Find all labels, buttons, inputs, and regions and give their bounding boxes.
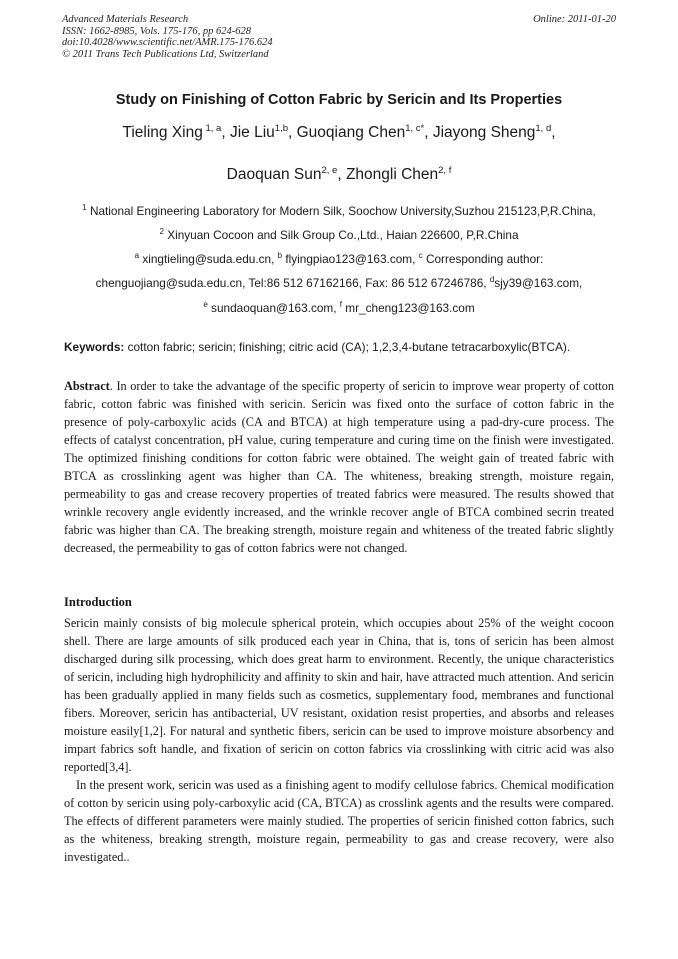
affiliation-1	[30, 204, 648, 218]
abstract-text: . In order to take the advantage of the specific property of sericin to improve wear property of cotton fabric, cotton fabric was finished with sericin. Sericin was fixed onto the surface of cotton fabric in the presence of poly-carboxylic acids (CA and BTCA) at high temperature using a pad-dry-cure process. The effects of catalyst concentration, pH value, curing temperature and curing time on the finish were investigated. The optimized finishing conditions for cotton fabric were obtained. The weight gain of treated fabric with BTCA as crosslinking agent was higher than CA. The whiteness, breaking strength, moisture regain, permeability to gas and crease recovery properties of treated fabrics were measured. The results showed that wrinkle recovery angle evidently increased, and the wrinkle recover angle of BTCA combined secrin treated fabric was higher than CA. The breaking strength, moisture regain and whiteness of the treated fabric slightly decreased, the permeability to gas of cotton fabrics were not changed.	[64, 379, 614, 555]
author-name: , Jiayong Sheng	[424, 124, 536, 141]
author-name: , Guoqiang Chen	[288, 124, 406, 141]
email-marker: b	[277, 251, 283, 261]
keywords-label: Keywords:	[64, 340, 125, 354]
author-name: Daoquan Sun	[226, 166, 322, 183]
affil-text: Xinyuan Cocoon and Silk Group Co.,Ltd., Haian 226600, P,R.China	[163, 228, 519, 242]
email-text: sundaoquan@163.com,	[207, 301, 340, 315]
paper-title: Study on Finishing of Cotton Fabric by Sericin and Its Properties	[115, 92, 563, 108]
affil-marker: 2	[159, 227, 164, 237]
author-separator: ,	[551, 124, 556, 141]
email-marker: f	[339, 300, 343, 310]
author-affil: 2, f	[438, 164, 452, 176]
paragraph: In the present work, sericin was used as a finishing agent to modify cellulose fabrics. Chemical modification of cotton by sericin using poly-carboxylic acid (CA, BTCA) as crosslink agents and the results were compared. The effects of different parameters were mainly studied. The properties of sericin finished cotton fabrics, such as the whiteness, breaking strength, moisture regain, permeability to gas and crease recovery, were also investigated..	[64, 778, 614, 864]
email-text: Corresponding author:	[422, 252, 544, 266]
journal-name: Advanced Materials Research	[62, 14, 189, 25]
copyright-line: © 2011 Trans Tech Publications Ltd, Switzerland	[62, 48, 269, 60]
affiliation-2	[30, 228, 648, 242]
author-affil: 1, a	[202, 122, 222, 134]
abstract	[64, 377, 614, 557]
email-text: sjy39@163.com,	[494, 276, 583, 290]
affil-marker: 1	[82, 203, 87, 213]
email-marker: e	[203, 300, 208, 310]
author-line-1	[30, 124, 648, 142]
author-affil: 2, e	[321, 164, 338, 176]
journal-header	[62, 14, 616, 60]
doi-line: doi:10.4028/www.scientific.net/AMR.175-176.624	[62, 37, 273, 49]
author-name: Tieling Xing	[122, 124, 203, 141]
keywords-text: cotton fabric; sericin; finishing; citric acid (CA); 1,2,3,4-butane tetracarboxylic(BTCA).	[124, 340, 571, 354]
email-marker: c	[418, 251, 423, 261]
paragraph: Sericin mainly consists of big molecule spherical protein, which occupies about 25% of the weight cocoon shell. There are large amounts of silk produced each year in China, that is, tons of sericin has been almost discharged during silk processing, which does great harm to environment. Recently, the unique characteristics of sericin, including high hydrophilicity and affinity to skin and hair, have attracted much attention. And sericin has been gradually applied in many fields such as cosmetics, supplementary food, membranes and functional fibers. Moreover, sericin has antibacterial, UV resistant, oxidation resist properties, and absorbs and releases moisture easily[1,2]. For natural and synthetic fibers, sericin can be used to improve moisture absorbency and impart fabrics soft handle, and fixation of sericin on cotton fabrics via crosslinking with citric acid was also reported[3,4].	[64, 616, 614, 774]
author-affil: 1,b	[274, 122, 288, 134]
author-affil: 1, c*	[405, 122, 425, 134]
contact-text: chenguojiang@suda.edu.cn, Tel:86 512 67162166, Fax: 86 512 67246786,	[95, 276, 490, 290]
email-marker: a	[134, 251, 140, 261]
email-marker: d	[489, 275, 495, 285]
email-text: xingtieling@suda.edu.cn,	[139, 252, 278, 266]
affil-text: National Engineering Laboratory for Modern Silk, Soochow University,Suzhou 215123,P,R.China,	[86, 204, 596, 218]
section-heading-introduction: Introduction	[64, 595, 132, 609]
author-name: , Jie Liu	[221, 124, 275, 141]
introduction-body	[64, 614, 614, 866]
keywords	[64, 340, 624, 354]
email-line-3	[30, 301, 648, 315]
author-line-2	[30, 166, 648, 184]
email-text: flyingpiao123@163.com,	[282, 252, 419, 266]
issn-line: ISSN: 1662-8985, Vols. 175-176, pp 624-628	[62, 25, 251, 37]
email-line-1	[30, 252, 648, 266]
author-affil: 1, d	[535, 122, 552, 134]
abstract-label: Abstract	[64, 379, 110, 393]
author-name: , Zhongli Chen	[337, 166, 439, 183]
email-line-2	[30, 276, 648, 290]
email-text: mr_cheng123@163.com	[342, 301, 475, 315]
online-date: Online: 2011-01-20	[533, 14, 616, 25]
